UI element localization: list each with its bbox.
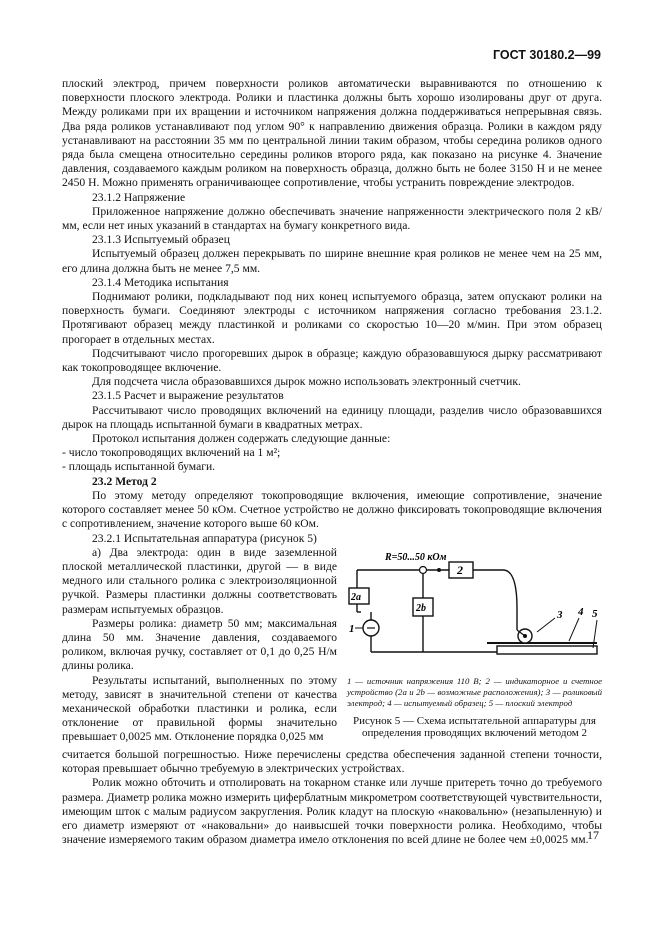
document-body — [62, 77, 602, 847]
label-2b: 2b — [416, 602, 426, 614]
paragraph-li1: - число токопроводящих включений на 1 м²; — [62, 446, 281, 460]
paragraph-p11: Размеры ролика: диаметр 50 мм; максимальная длина 50 мм. Значение давления, создаваемого роликом, включая ручку, составляет от 0,1 до 0,25 Н/м длины ролика. — [62, 616, 337, 673]
paragraph-p12b: считается большой погрешностью. Ниже перечислены средства обеспечения заданной степени точности, которая превышает обычно требуемую в электрических устройствах. — [62, 747, 602, 776]
page-number: 17 — [587, 828, 599, 842]
paragraph-p6: Для подсчета числа образовавшихся дырок можно использовать электронный счетчик. — [92, 375, 521, 389]
label-3: 3 — [557, 608, 563, 621]
paragraph-h2314: 23.1.4 Методика испытания — [92, 275, 229, 289]
paragraph-p5: Подсчитывают число прогоревших дырок в образце; каждую образовавшуюся дырку рассматривают как токопроводящее включение. — [62, 346, 602, 375]
figure-legend: 1 — источник напряжения 110 В; 2 — индикаторное и счетное устройство (2а и 2b — возможные расположения); 3 — роликовый электрод; 4 — испытуемый образец; 5 — плоский электрод — [347, 675, 602, 708]
paragraph-p8: Протокол испытания должен содержать следующие данные: — [92, 432, 391, 446]
label-2a: 2a — [351, 591, 361, 603]
paragraph-h232: 23.2 Метод 2 — [92, 474, 157, 488]
paragraph-p9: По этому методу определяют токопроводящие включения, имеющие сопротивление, значение которого составляет менее 50 кОм. Счетное устройство не должно фиксировать токопроводящие включения с сопротивлением, значение которого выше 60 кОм. — [62, 488, 602, 531]
resistor-label: R=50...50 кОм — [385, 551, 447, 563]
label-4: 4 — [578, 605, 584, 618]
label-2: 2 — [457, 562, 463, 577]
paragraph-p1: плоский электрод, причем поверхности роликов автоматически выравниваются по отношению к поверхности плоского электрода. Ролики и пластинка должны быть хорошо изолированы друг от друга. Между роликами при их вращении и источником напряжения должна поддерживаться непрерывная связь. Два ряда роликов устанавливают под углом 90° к направлению движения образца. Ролики в каждом ряду устанавливают на расстоянии 35 мм по центральной линии таким образом, чтобы середина роликов одного ряда была смещена относительно середины роликов второго ряда, как показано на рисунке 4. Значение давления, создаваемого каждым роликом на поверхность образца, должно быть не более 3150 Н и не менее 2450 Н. Можно применять ограничивающее сопротивление, чтобы устранить повреждение электродов. — [62, 77, 602, 190]
paragraph-li2: - площадь испытанной бумаги. — [62, 460, 216, 474]
paragraph-p3: Испытуемый образец должен перекрывать по ширине внешние края роликов не менее чем на 25 мм, его длина должна быть не менее 7,5 мм. — [62, 247, 602, 275]
top-text-block — [62, 77, 602, 546]
paragraph-p13: Ролик можно обточить и отполировать на токарном станке или лучше притереть точно до требуемого размера. Диаметр ролика можно измерить циферблатным микрометром соответствующей чувствительности, имеющим шток с малым радиусом закругления. Ролик кладут на плоскую «наковальню» (незапыленную) и его диаметр измеряют от «наковальни» до наивысшей точки поверхности ролика. Необходимо, чтобы значение измеряемого таким образом диаметра имело отклонения по всей длине не более чем ±0,0025 мм. — [62, 776, 602, 847]
figure-5 — [347, 548, 602, 744]
paragraph-h2312: 23.1.2 Напряжение — [92, 190, 186, 204]
circuit-diagram — [347, 548, 602, 668]
figure-caption: Рисунок 5 — Схема испытательной аппаратуры для определения проводящих включений методом 2 — [353, 714, 596, 740]
paragraph-h2321: 23.2.1 Испытательная аппаратура (рисунок 5) — [92, 531, 317, 545]
label-1: 1 — [349, 622, 355, 635]
paragraph-p7: Рассчитывают число проводящих включений на единицу площади, разделив число образовавшихся дырок на площадь испытанной бумаги в квадратных метрах. — [62, 403, 602, 431]
paragraph-h2313: 23.1.3 Испытуемый образец — [92, 233, 230, 247]
label-5: 5 — [592, 607, 598, 620]
paragraph-p2: Приложенное напряжение должно обеспечивать значение напряженности электрического поля 2 кВ/мм, если нет иных указаний в стандартах на бумагу конкретного вида. — [62, 204, 602, 233]
paragraph-p12: Результаты испытаний, выполненных по этому методу, зависят в значительной степени от качества механической обработки пластинки и ролика, если отклонение от правильной формы значительно превышает 0,0025 мм. Отклонение порядка 0,025 мм — [62, 673, 337, 744]
document-header: ГОСТ 30180.2—99 — [492, 48, 601, 62]
paragraph-p4: Поднимают ролики, подкладывают под них конец испытуемого образца, затем опускают ролики на поверхность бумаги. Соединяют электроды с источником напряжения согласно требования 23.1.2. Протягивают образец между пластинкой и роликами со скоростью 10—20 м/мин. При этом образец прогорает в отдельных местах. — [62, 290, 602, 346]
figure-wrap — [62, 546, 602, 745]
bottom-text-block — [62, 748, 602, 847]
paragraph-p10: а) Два электрода: один в виде заземленной плоской металлической пластинки, другой — в виде медного или стального ролика с электроизоляционной ручкой. Размеры пластинки должны соответствовать размерам испытуемых образцов. — [62, 545, 337, 616]
flat-electrode — [497, 646, 597, 654]
paragraph-h2315: 23.1.5 Расчет и выражение результатов — [92, 389, 284, 403]
